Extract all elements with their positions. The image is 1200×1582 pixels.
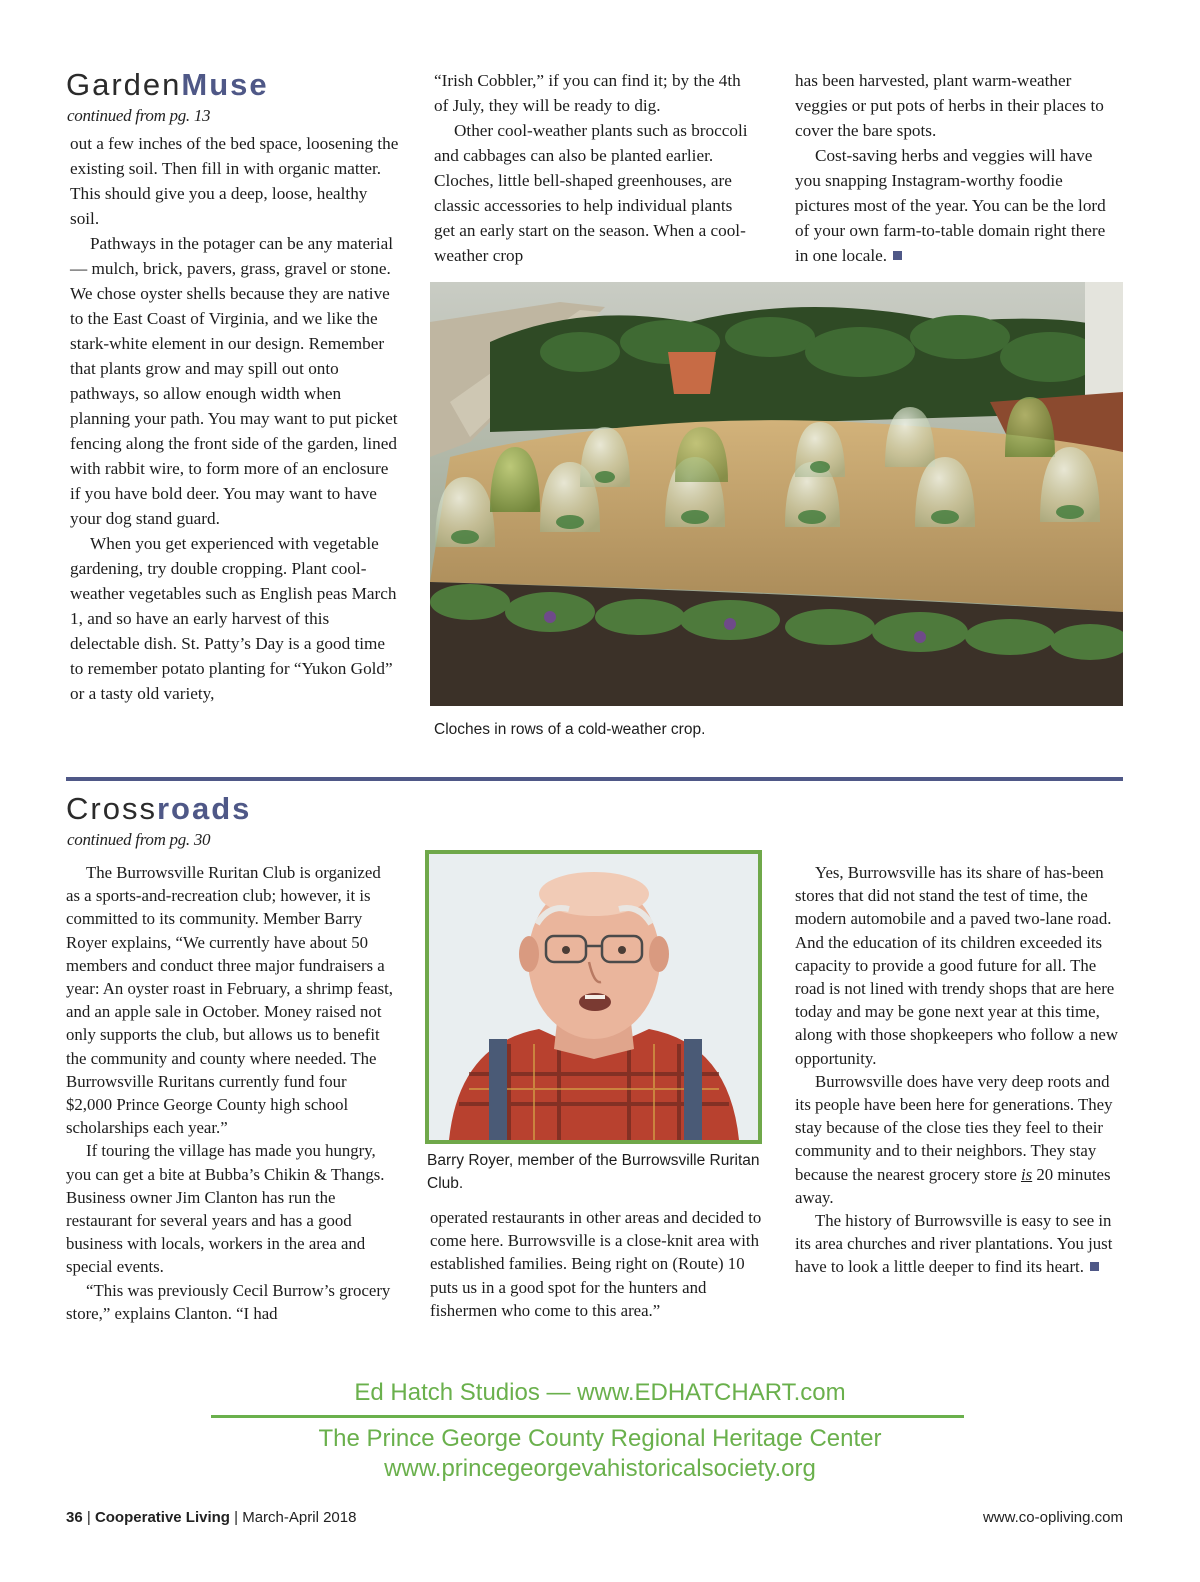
paragraph: When you get experienced with vegetable gardening, try double cropping. Plant cool-weather vegetables such as English peas March 1, and so have an early harvest of this delectable dish. St. Patty’s Day is a good time to remember potato planting for “Yukon Gold” or a tasty old variety,: [70, 534, 397, 703]
end-mark-icon: [1090, 1262, 1099, 1271]
paragraph: “This was previously Cecil Burrow’s grocery store,” explains Clanton. “I had: [66, 1280, 391, 1323]
gardenmuse-title-light: Garden: [66, 67, 182, 102]
gardenmuse-continued: continued from pg. 13: [67, 106, 211, 125]
cloches-caption: Cloches in rows of a cold-weather crop.: [434, 721, 706, 738]
paragraph: [795, 1070, 1123, 1209]
footer-website: www.co-opliving.com: [982, 1509, 1123, 1526]
gardenmuse-column-3: [795, 68, 1121, 268]
crossroads-column-2: [430, 1206, 764, 1322]
magazine-name: Cooperative Living: [94, 1509, 230, 1526]
crossroads-title-bold: roads: [156, 791, 252, 826]
paragraph-text: 20 minutes away.: [795, 1164, 1111, 1207]
paragraph: Yes, Burrowsville has its share of has-been stores that did not stand the test of time, the modern automobile and a paved two-lane road. And the education of its children exceeded its capacity to provide a good future for all. The road is not lined with trendy shops that are here today and may be gone next year at this time, along with those shopkeepers who follow a new opportunity.: [795, 863, 1118, 1068]
footer-separator: |: [86, 1509, 91, 1526]
paragraph: operated restaurants in other areas and decided to come here. Burrowsville is a close-knit area with established families. Being right on (Route) 10 puts us in a good spot for the hunters and fishermen who come to this area.”: [430, 1208, 762, 1320]
paragraph-text: Cost-saving herbs and veggies will have you snapping Instagram-worthy foodie pictures most of the year. You can be the lord of your own farm-to-table domain right there in one locale.: [795, 146, 1106, 265]
paragraph-text: The history of Burrowsville is easy to see in its area churches and river plantations. You just have to look a little deeper to find its heart.: [795, 1211, 1113, 1277]
gardenmuse-column-2: [434, 68, 756, 268]
paragraph: Pathways in the potager can be any material — mulch, brick, pavers, grass, gravel or stone. We chose oyster shells because they are native to the East Coast of Virginia, and we like the stark-white element in our design. Remember that plants grow and may spill out onto pathways, so allow enough width when planning your path. You may want to put picket fencing along the front side of the garden, lined with rabbit wire, to form more of an enclosure if you have bold deer. You may want to have your dog stand guard.: [70, 234, 398, 528]
cloches-photo: [430, 282, 1123, 706]
end-mark-icon: [893, 251, 902, 260]
credit-line-1: Ed Hatch Studios — www.EDHATCHART.com: [354, 1379, 846, 1406]
crossroads-column-3: [795, 861, 1123, 1279]
paragraph: out a few inches of the bed space, loosening the existing soil. Then fill in with organic matter. This should give you a deep, loose, healthy soil.: [70, 134, 399, 228]
paragraph: “Irish Cobbler,” if you can find it; by the 4th of July, they will be ready to dig.: [434, 71, 741, 115]
credit-divider: [211, 1415, 964, 1418]
crossroads-title-light: Cross: [66, 791, 157, 826]
footer-separator: |: [234, 1509, 239, 1526]
credit-line-3: www.princegeorgevahistoricalsociety.org: [384, 1455, 816, 1482]
barry-royer-caption: Barry Royer, member of the Burrowsville Ruritan Club.: [427, 1152, 760, 1192]
paragraph: [795, 1209, 1123, 1279]
paragraph: If touring the village has made you hungry, you can get a bite at Bubba’s Chikin & Thangs. Business owner Jim Clanton has run the restaurant for several years and has a good business with locals, workers in the area and special events.: [66, 1141, 385, 1277]
crossroads-title: [66, 792, 251, 826]
crossroads-column-1: [66, 861, 396, 1325]
gardenmuse-title-bold: Muse: [181, 67, 269, 102]
page-footer: [66, 1509, 356, 1526]
gardenmuse-title: [66, 68, 269, 102]
issue-date: March-April 2018: [242, 1509, 357, 1526]
paragraph: The Burrowsville Ruritan Club is organized as a sports-and-recreation club; however, it is committed to its community. Member Barry Royer explains, “We currently have about 50 members and conduct three major fundraisers a year: An oyster roast in February, a shrimp feast, and an apple sale in October. Money raised not only supports the club, but allows us to benefit the community and county where needed. The Burrowsville Ruritans currently fund four $2,000 Prince George County high school scholarships each year.”: [66, 863, 393, 1138]
barry-royer-photo: [425, 850, 762, 1144]
emphasis-is: is: [1020, 1164, 1033, 1184]
paragraph: has been harvested, plant warm-weather veggies or put pots of herbs in their places to cover the bare spots.: [795, 71, 1104, 140]
paragraph: Other cool-weather plants such as broccoli and cabbages can also be planted earlier. Cloches, little bell-shaped greenhouses, are classic accessories to help individual plants get an early start on the season. When a cool-weather crop: [434, 121, 748, 265]
crossroads-continued: continued from pg. 30: [67, 830, 211, 849]
paragraph-text: Burrowsville does have very deep roots and its people have been here for generations. They stay because of the close ties they feel to their community and to their neighbors. They stay because the nearest grocery store: [795, 1071, 1113, 1184]
gardenmuse-column-1: [70, 131, 400, 706]
portrait-illustration: [429, 854, 758, 1140]
section-divider: [66, 777, 1123, 781]
credit-line-2: The Prince George County Regional Heritage Center: [318, 1425, 882, 1452]
paragraph: [795, 143, 1121, 268]
cloches-illustration: [430, 282, 1123, 706]
page-number: 36: [66, 1509, 83, 1526]
